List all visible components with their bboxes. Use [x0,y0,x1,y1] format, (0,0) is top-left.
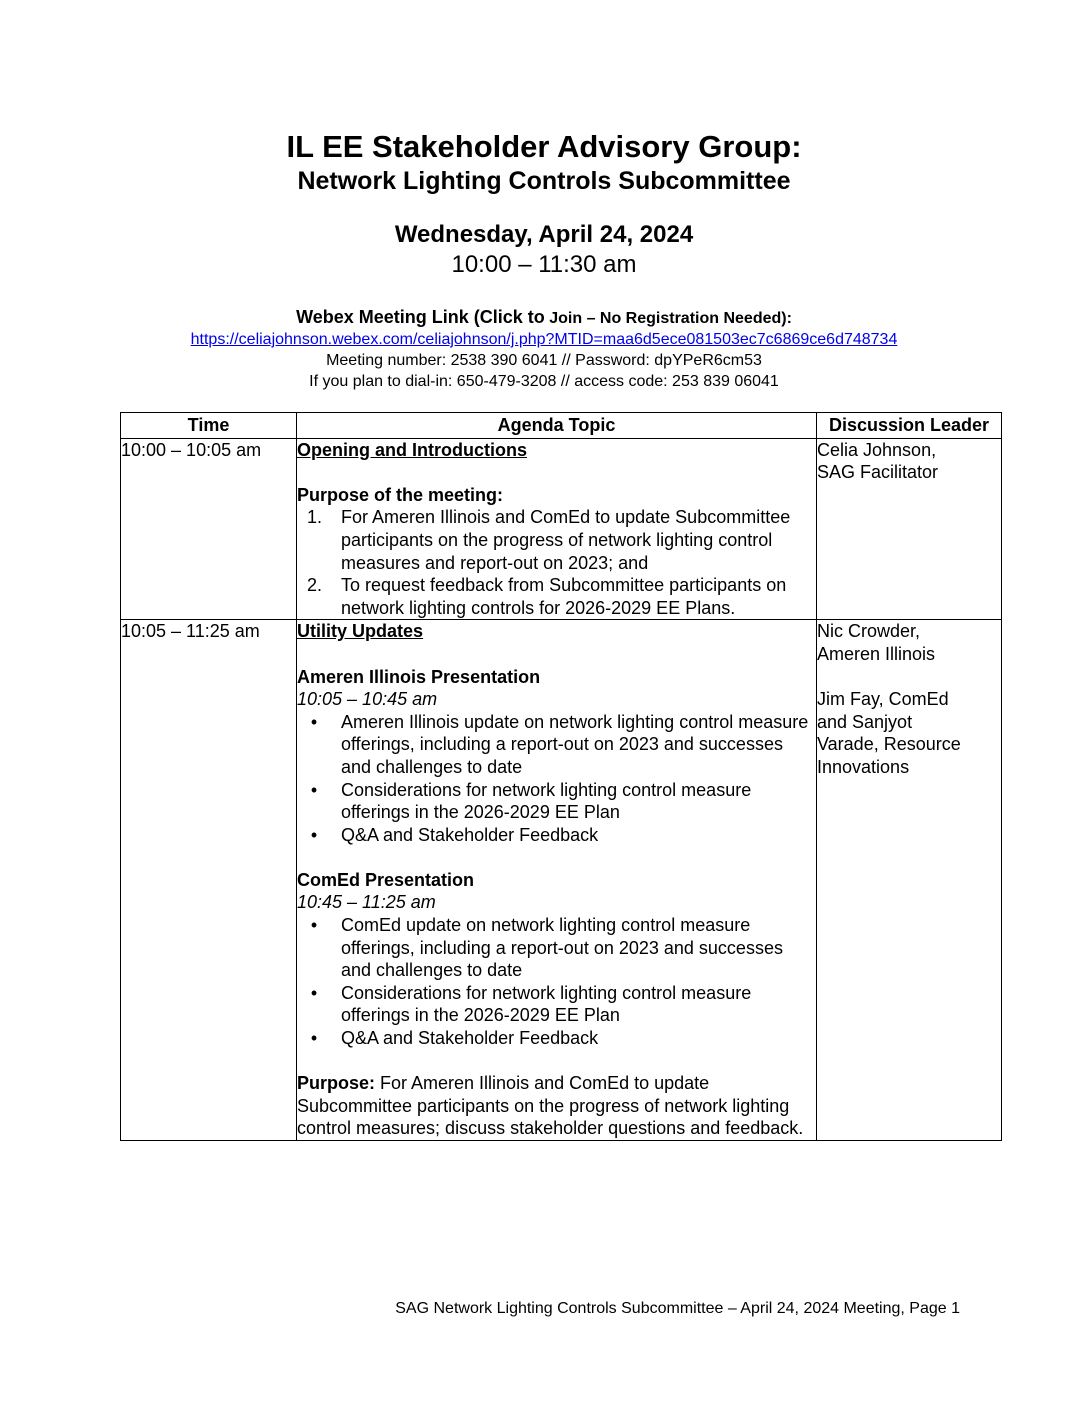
row-time: 10:00 – 10:05 am [121,438,297,620]
row-leader [817,620,1002,1141]
list-item-text: For Ameren Illinois and ComEd to update Subcommittee participants on the progress of network lighting control measures and report-out on 2023; and [341,507,791,573]
bullet-icon: • [310,982,318,1003]
list-item-text: Ameren Illinois update on network lighting control measure offerings, including a report-out on 2023 and successes and challenges to date [341,711,809,777]
list-item-text: Q&A and Stakeholder Feedback [341,824,599,845]
bullet-icon: • [310,824,318,845]
list-item [297,506,816,574]
topic-title: Opening and Introductions [297,439,527,460]
purpose-paragraph [297,1072,816,1140]
webex-label-small: Join – No Registration Needed): [544,310,792,327]
list-item-text: Considerations for network lighting control measure offerings in the 2026-2029 EE Plan [341,982,752,1026]
ameren-presentation-time: 10:05 – 10:45 am [297,689,438,710]
comed-presentation-time: 10:45 – 11:25 am [297,892,436,913]
list-item-text: Considerations for network lighting control measure offerings in the 2026-2029 EE Plan [341,779,752,823]
table-header-row [121,413,1002,439]
list-item-text: ComEd update on network lighting control measure offerings, including a report-out on 2023 and successes and challenges to date [341,915,783,981]
list-item-text: Q&A and Stakeholder Feedback [341,1028,599,1049]
list-item-text: To request feedback from Subcommittee participants on network lighting controls for 2026-2029 EE Plans. [341,575,787,618]
list-item [297,574,816,619]
list-number: 2. [307,575,323,596]
ameren-presentation-title: Ameren Illinois Presentation [297,666,541,687]
webex-meeting-link[interactable]: https://celiajohnson.webex.com/celiajohnson/j.php?MTID=maa6d5ece081503ec7c6869ce6d748734 [190,331,898,348]
leader-line: Nic Crowder, [817,621,921,642]
bullet-icon: • [310,1028,318,1049]
list-number: 1. [307,507,323,528]
leader-line: Varade, Resource [817,734,961,755]
bullet-icon: • [310,915,318,936]
page-footer: SAG Network Lighting Controls Subcommittee – April 24, 2024 Meeting, Page 1 [395,1300,960,1317]
meeting-time: 10:00 – 11:30 am [451,251,637,278]
webex-label-main: Webex Meeting Link (Click to [296,307,545,327]
row-topic [297,438,817,620]
webex-label [0,306,1088,330]
leader-line: Celia Johnson, [817,439,937,460]
dial-in-info: If you plan to dial-in: 650-479-3208 // access code: 253 839 06041 [309,373,779,390]
list-item [297,1027,816,1050]
list-item [297,914,816,982]
meeting-number: Meeting number: 2538 390 6041 // Password: dpYPeR6cm53 [326,352,762,369]
row-topic [297,620,817,1141]
table-row [121,438,1002,620]
meeting-date: Wednesday, April 24, 2024 [394,221,694,248]
bullet-icon: • [310,779,318,800]
list-item [297,779,816,824]
header-time: Time [121,413,297,439]
leader-line: Innovations [817,756,910,777]
leader-line: SAG Facilitator [817,462,939,483]
purpose-text: For Ameren Illinois and ComEd to update Subcommittee participants on the progress of network lighting control measures; discuss stakeholder questions and feedback. [297,1073,804,1139]
page-title: IL EE Stakeholder Advisory Group: [286,129,802,164]
row-leader [817,438,1002,620]
purpose-label: Purpose: [297,1073,376,1094]
topic-title: Utility Updates [297,621,424,642]
purpose-label: Purpose of the meeting: [297,484,504,505]
webex-link-line [0,329,1088,350]
header-agenda-topic: Agenda Topic [297,413,817,439]
row-time: 10:05 – 11:25 am [121,620,297,1141]
agenda-table [120,412,1002,1141]
header-discussion-leader: Discussion Leader [817,413,1002,439]
leader-line: and Sanjyot [817,711,913,732]
comed-presentation-title: ComEd Presentation [297,869,475,890]
list-item [297,824,816,847]
table-row [121,620,1002,1141]
leader-line: Jim Fay, ComEd [817,689,949,710]
page-subtitle: Network Lighting Controls Subcommittee [297,167,791,195]
leader-line: Ameren Illinois [817,643,936,664]
list-item [297,982,816,1027]
list-item [297,711,816,779]
bullet-icon: • [310,711,318,732]
